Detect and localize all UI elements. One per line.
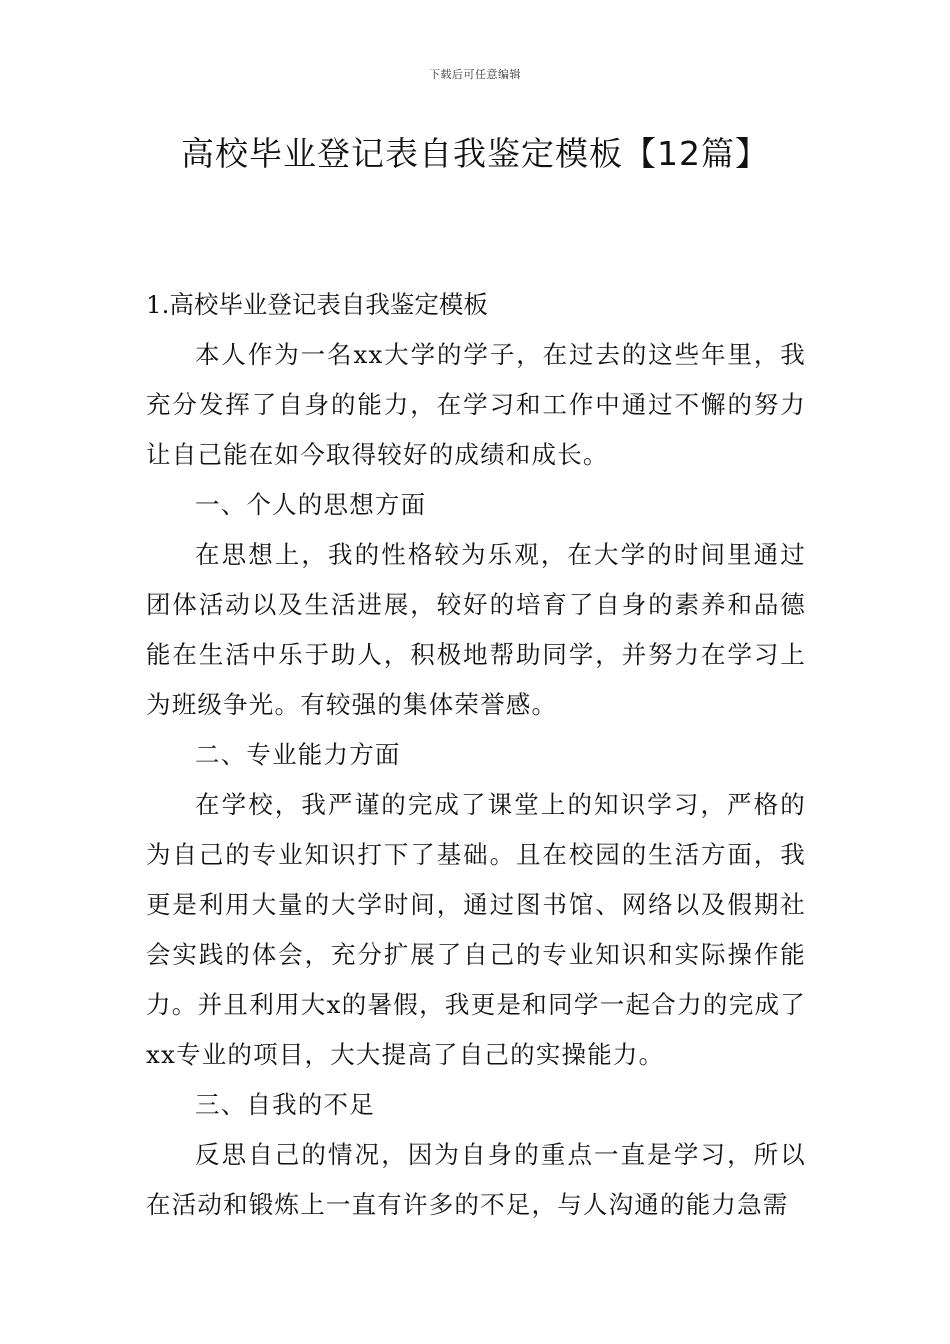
paragraph-professional: 在学校，我严谨的完成了课堂上的知识学习，严格的为自己的专业知识打下了基础。且在校园的生活方面，我更是利用大量的大学时间，通过图书馆、网络以及假期社会实践的体会，充分扩展了自己的专业知识和实际操作能力。并且利用大x的暑假，我更是和同学一起合力的完成了xx专业的项目，大大提高了自己的实操能力。 [146,790,806,1069]
subheading-thought: 一、个人的思想方面 [195,490,427,519]
subheading-professional: 二、专业能力方面 [195,740,401,769]
header-note: 下载后可任意编辑 [429,68,521,81]
document-body [146,280,806,1230]
paragraph-shortcomings: 反思自己的情况，因为自身的重点一直是学习，所以在活动和锻炼上一直有许多的不足，与人沟通的能力急需 [146,1140,806,1219]
section-heading: 1.高校毕业登记表自我鉴定模板 [146,290,488,319]
subheading-shortcomings: 三、自我的不足 [195,1090,375,1119]
paragraph-thought: 在思想上，我的性格较为乐观，在大学的时间里通过团体活动以及生活进展，较好的培育了自身的素养和品德能在生活中乐于助人，积极地帮助同学，并努力在学习上为班级争光。有较强的集体荣誉感。 [146,540,806,719]
paragraph-intro: 本人作为一名xx大学的学子，在过去的这些年里，我充分发挥了自身的能力，在学习和工作中通过不懈的努力让自己能在如今取得较好的成绩和成长。 [146,340,806,469]
document-title: 高校毕业登记表自我鉴定模板【12篇】 [181,134,769,173]
